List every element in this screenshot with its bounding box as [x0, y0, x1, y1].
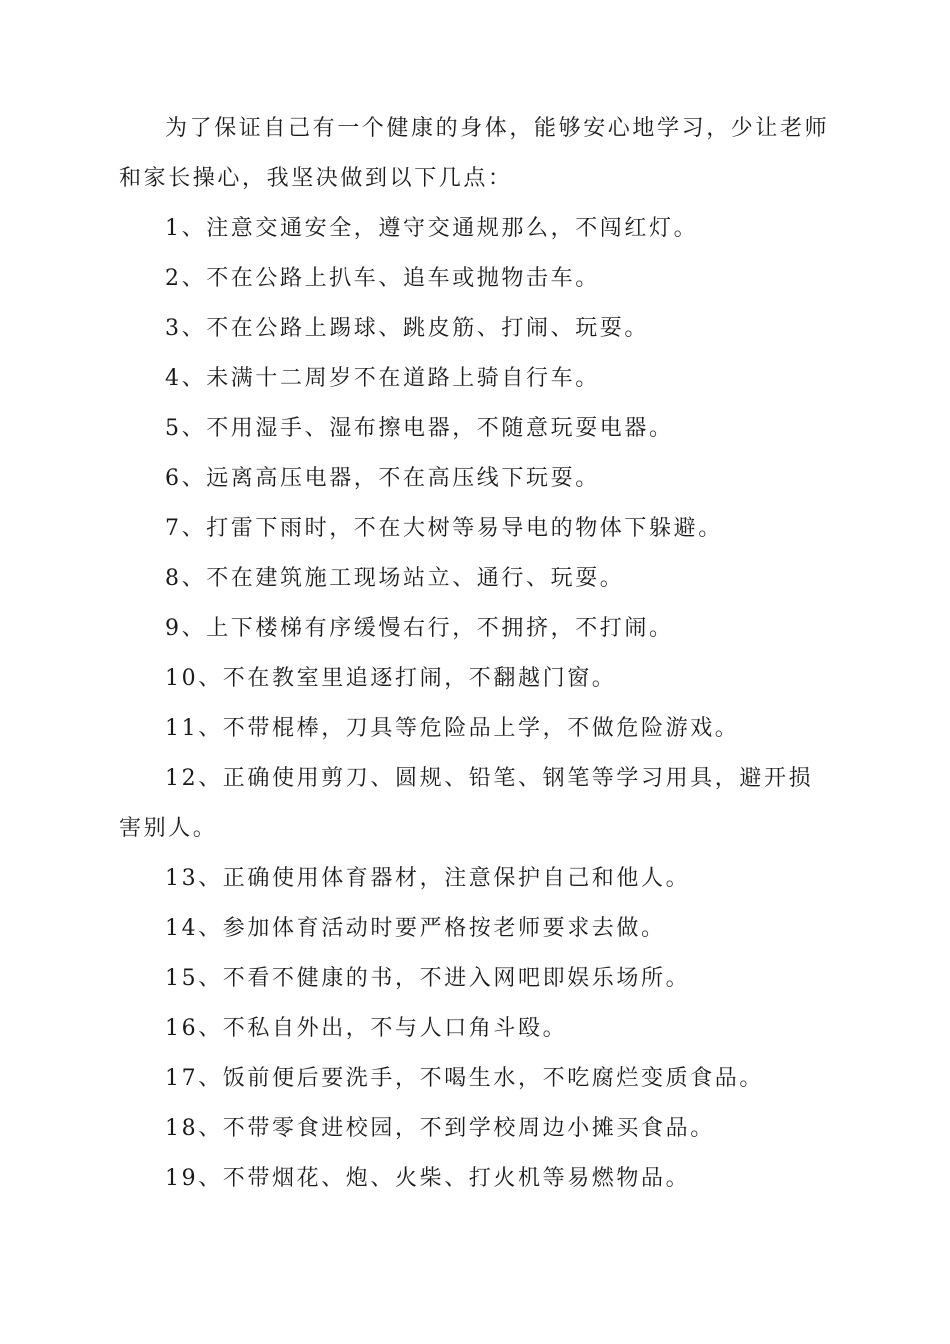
list-item: 16、不私自外出，不与人口角斗殴。 [165, 1016, 568, 1041]
list-item: 18、不带零食进校园，不到学校周边小摊买食品。 [165, 1116, 715, 1141]
list-item: 3、不在公路上踢球、跳皮筋、打闹、玩耍。 [165, 316, 649, 341]
list-item: 5、不用湿手、湿布擦电器，不随意玩耍电器。 [165, 416, 674, 441]
list-item: 1、注意交通安全，遵守交通规那么，不闯红灯。 [165, 216, 699, 241]
list-item: 10、不在教室里追逐打闹，不翻越门窗。 [165, 666, 617, 691]
list-item: 19、不带烟花、炮、火柴、打火机等易燃物品。 [165, 1166, 691, 1191]
intro-paragraph: 为了保证自己有一个健康的身体，能够安心地学习，少让老师和家长操心，我坚决做到以下几点： [119, 116, 830, 191]
list-item: 14、参加体育活动时要严格按老师要求去做。 [165, 916, 666, 941]
list-item: 11、不带棍棒，刀具等危险品上学，不做危险游戏。 [165, 716, 740, 741]
list-item: 12、正确使用剪刀、圆规、铅笔、钢笔等学习用具，避开损害别人。 [119, 766, 814, 841]
list-item: 7、打雷下雨时，不在大树等易导电的物体下躲避。 [165, 516, 723, 541]
list-item: 9、上下楼梯有序缓慢右行，不拥挤，不打闹。 [165, 616, 674, 641]
document-body [119, 104, 831, 1204]
list-item: 2、不在公路上扒车、追车或抛物击车。 [165, 266, 600, 291]
list-item: 17、饭前便后要洗手，不喝生水，不吃腐烂变质食品。 [165, 1066, 764, 1091]
list-item: 13、正确使用体育器材，注意保护自己和他人。 [165, 866, 691, 891]
list-item: 4、未满十二周岁不在道路上骑自行车。 [165, 366, 600, 391]
list-item: 15、不看不健康的书，不进入网吧即娱乐场所。 [165, 966, 691, 991]
list-item: 8、不在建筑施工现场站立、通行、玩耍。 [165, 566, 625, 591]
list-item: 6、远离高压电器，不在高压线下玩耍。 [165, 466, 600, 491]
